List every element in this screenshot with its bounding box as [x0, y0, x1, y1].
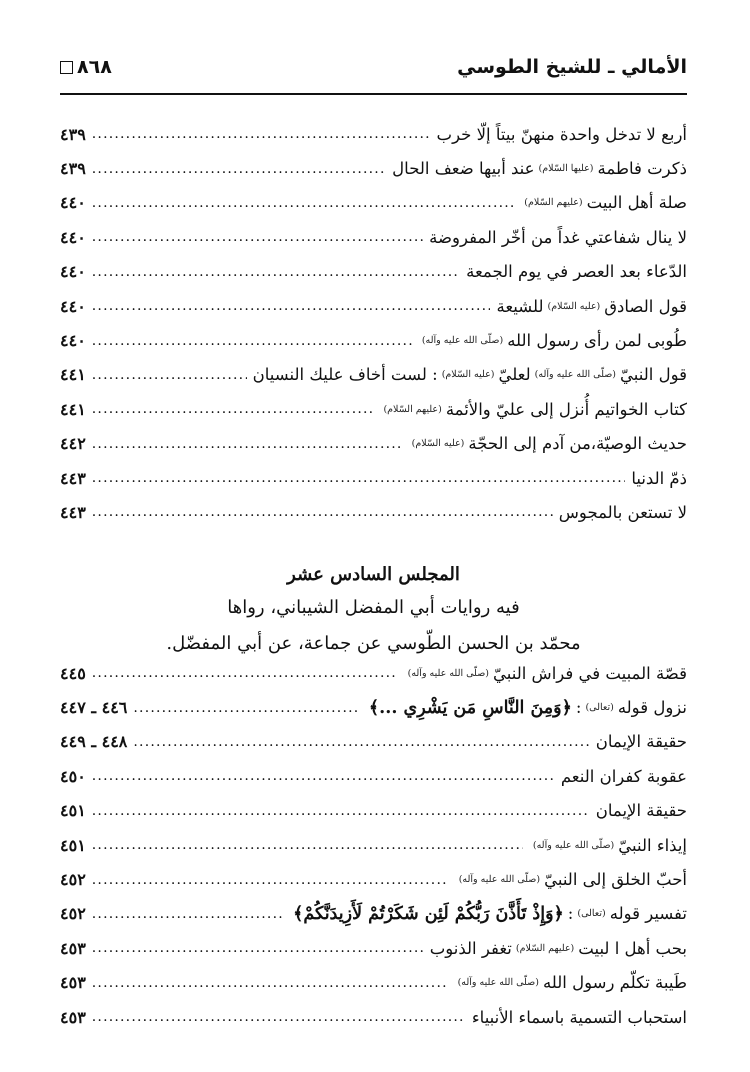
toc-entry [60, 495, 687, 529]
dot-leader [92, 436, 402, 452]
toc-entry [60, 117, 687, 151]
page-number: ٨٦٨ [77, 56, 112, 78]
square-icon [60, 61, 73, 74]
honorific: (عليه السّلام) [547, 300, 601, 312]
honorific: (عليهم السّلام) [515, 942, 575, 954]
dot-leader [92, 837, 523, 853]
toc-entry [60, 323, 687, 357]
entry-title: عقوبة كفران النعم [560, 766, 687, 786]
honorific: (عليه السّلام) [411, 438, 465, 450]
entry-title: قصّة المبيت في فراش النبيّ [492, 663, 687, 683]
quran-verse: ﴿وَإِذْ تَأَذَّنَ رَبُّكُمْ لَئِن شَكَرْتُمْ لَأَزِيدَنَّكُمْ﴾ [293, 903, 564, 924]
entry-page: ٤٤١ [60, 365, 86, 385]
session-heading [60, 560, 687, 662]
entry-title: كتاب الخواتيم أُنزل إلى عليّ والأئمة [445, 399, 687, 419]
toc-entry [60, 151, 687, 185]
entry-page: ٤٥٣ [60, 938, 86, 958]
honorific: (عليهم السّلام) [383, 403, 442, 415]
toc-entry [60, 186, 687, 220]
entry-title: بحب أهل ا لبيت [578, 938, 687, 958]
dot-leader [92, 940, 424, 956]
entry-page: ٤٤٠ [60, 193, 86, 213]
entry-title: طَيبة تكلّم رسول الله [542, 973, 687, 993]
toc-entry [60, 461, 687, 495]
dot-leader [92, 1009, 466, 1025]
dot-leader [92, 161, 386, 177]
dot-leader [92, 975, 448, 991]
dot-leader [92, 872, 449, 888]
entry-page: ٤٥٠ [60, 766, 86, 786]
toc-entry [60, 725, 687, 759]
dot-leader [133, 700, 358, 716]
header-rule [60, 93, 687, 95]
entry-title-cont: : لست أخاف عليك النسيان [252, 365, 438, 385]
page-number-block [60, 56, 112, 78]
honorific: (صلّى الله عليه وآله) [458, 874, 541, 886]
entry-title: حديث الوصيّة،من آدم إلى الحجّة [468, 434, 687, 454]
entry-title-cont: للشيعة [496, 296, 544, 316]
toc-entry [60, 759, 687, 793]
page-header [60, 56, 687, 86]
toc-entry [60, 897, 687, 931]
entry-page: ٤٥٢ [60, 904, 86, 924]
entry-title-cont: : [575, 698, 582, 718]
entry-page: ٤٥٢ [60, 870, 86, 890]
toc-entry [60, 828, 687, 862]
entry-title: طُوبى لمن رأى رسول الله [507, 331, 687, 351]
toc-entry [60, 690, 687, 724]
entry-page: ٤٤٠ [60, 227, 86, 247]
entry-page: ٤٤٨ ـ ٤٤٩ [60, 732, 128, 752]
dot-leader [133, 734, 589, 750]
honorific: (صلّى الله عليه وآله) [532, 839, 615, 851]
honorific: (صلّى الله عليه وآله) [421, 335, 504, 347]
toc-top [60, 117, 687, 530]
entry-title-cont: : [567, 904, 574, 924]
entry-page: ٤٤٥ [60, 663, 86, 683]
toc-entry [60, 794, 687, 828]
dot-leader [92, 504, 553, 520]
entry-page: ٤٥١ [60, 835, 86, 855]
entry-page: ٤٤٠ [60, 262, 86, 282]
dot-leader [92, 195, 514, 211]
entry-title: إيذاء النبيّ [618, 835, 687, 855]
honorific: (تعالى) [585, 702, 614, 714]
toc-entry [60, 427, 687, 461]
toc-entry [60, 392, 687, 426]
toc-entry [60, 656, 687, 690]
entry-title: أحبّ الخلق إلى النبيّ [544, 870, 687, 890]
entry-title-cont: تغفر الذنوب [429, 938, 512, 958]
entry-page: ٤٥٣ [60, 1007, 86, 1027]
honorific: (عليهم السّلام) [524, 197, 583, 209]
entry-title: حقيقة الإيمان [595, 801, 687, 821]
toc-entry [60, 255, 687, 289]
entry-page: ٤٣٩ [60, 159, 86, 179]
entry-title: قول النبيّ [620, 365, 687, 385]
entry-title-cont: لعليّ [498, 365, 531, 385]
entry-page: ٤٥٣ [60, 973, 86, 993]
entry-page: ٤٤٦ ـ ٤٤٧ [60, 698, 128, 718]
entry-title: صلة أهل البيت [586, 193, 687, 213]
dot-leader [92, 401, 374, 417]
toc-entry [60, 966, 687, 1000]
entry-title: استحباب التسمية باسماء الأنبياء [471, 1007, 687, 1027]
entry-title: لا ينال شفاعتي غداً من أخّر المفروضة [429, 227, 687, 247]
entry-page: ٤٥١ [60, 801, 86, 821]
honorific: (عليها السّلام) [538, 163, 594, 175]
toc-entry [60, 1000, 687, 1034]
session-title: المجلس السادس عشر [287, 564, 460, 585]
toc-entry [60, 931, 687, 965]
entry-page: ٤٤١ [60, 399, 86, 419]
dot-leader [92, 264, 460, 280]
toc-entry [60, 862, 687, 896]
toc-entry [60, 220, 687, 254]
entry-title: ذمّ الدنيا [631, 468, 687, 488]
entry-title: تفسير قوله [609, 904, 687, 924]
entry-title: لا تستعن بالمجوس [558, 502, 687, 522]
session-subtitle-1: فيه روايات أبي المفضل الشيباني، رواها [227, 597, 520, 618]
entry-title: قول الصادق [604, 296, 687, 316]
dot-leader [92, 470, 626, 486]
entry-title: الدّعاء بعد العصر في يوم الجمعة [466, 262, 687, 282]
entry-title: حقيقة الإيمان [595, 732, 687, 752]
honorific: (صلّى الله عليه وآله) [534, 369, 617, 381]
toc-bottom [60, 656, 687, 1034]
honorific: (تعالى) [577, 908, 606, 920]
dot-leader [92, 768, 555, 784]
dot-leader [92, 803, 590, 819]
honorific: (عليه السّلام) [441, 369, 495, 381]
quran-verse: ﴿وَمِنَ النَّاسِ مَن يَشْرِي ...﴾ [368, 697, 572, 718]
entry-page: ٤٤٢ [60, 434, 86, 454]
entry-title-cont: عند أبيها ضعف الحال [392, 159, 535, 179]
entry-title: أربع لا تدخل واحدة منهنّ بيتاً إلّا خرب [436, 124, 687, 144]
entry-page: ٤٤٠ [60, 296, 86, 316]
honorific: (صلّى الله عليه وآله) [407, 667, 489, 679]
session-subtitle-2: محمّد بن الحسن الطّوسي عن جماعة، عن أبي المفضّل. [166, 633, 581, 654]
dot-leader [92, 906, 283, 922]
toc-entry [60, 289, 687, 323]
entry-page: ٤٤٣ [60, 468, 86, 488]
honorific: (صلّى الله عليه وآله) [457, 977, 539, 989]
entry-page: ٤٤٣ [60, 502, 86, 522]
entry-title: نزول قوله [617, 698, 687, 718]
dot-leader [92, 229, 423, 245]
entry-page: ٤٣٩ [60, 124, 86, 144]
entry-title: ذكرت فاطمة [597, 159, 687, 179]
dot-leader [92, 367, 247, 383]
dot-leader [92, 665, 398, 681]
dot-leader [92, 298, 491, 314]
running-title: الأمالي ـ للشيخ الطوسي [457, 56, 687, 78]
entry-page: ٤٤٠ [60, 331, 86, 351]
dot-leader [92, 126, 431, 142]
dot-leader [92, 333, 412, 349]
toc-entry [60, 358, 687, 392]
